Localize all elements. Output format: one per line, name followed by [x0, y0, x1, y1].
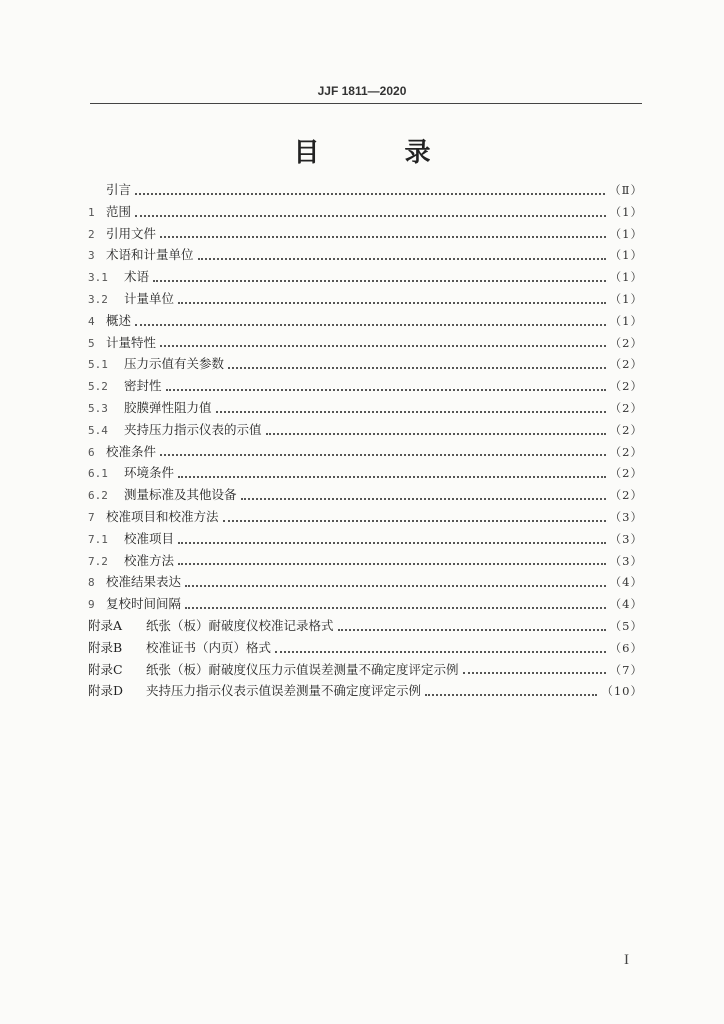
toc-entry-number: 3.1	[88, 271, 108, 285]
toc-entry-page: （2）	[609, 444, 643, 459]
toc-entry-page: （1）	[609, 313, 643, 328]
toc-leader-dots	[135, 215, 606, 217]
toc-entry[interactable]	[88, 681, 643, 703]
toc-entry-number: 5	[88, 336, 95, 350]
toc-leader-dots	[178, 542, 606, 544]
toc-entry-page: （2）	[609, 488, 643, 503]
toc-entry-label: 范围	[106, 203, 132, 219]
toc-leader-dots	[160, 345, 606, 347]
toc-entry-label: 环境条件	[124, 465, 175, 481]
toc-entry[interactable]	[88, 267, 643, 289]
toc-entry-number: 附录D	[88, 683, 124, 699]
toc-entry-label: 夹持压力指示仪表的示值	[124, 421, 262, 437]
toc-entry-label: 术语和计量单位	[106, 247, 194, 263]
toc-entry[interactable]	[88, 245, 643, 267]
toc-entry-page: （2）	[609, 357, 643, 372]
standard-code: JJF 1811—2020	[317, 84, 407, 98]
page-title: 目 录	[293, 138, 469, 168]
toc-entry-number: 5.4	[88, 423, 108, 437]
toc-entry-number: 7.1	[88, 532, 108, 546]
toc-entry[interactable]	[88, 638, 643, 660]
toc-entry-number: 附录B	[88, 639, 123, 655]
toc-entry-label: 校准项目和校准方法	[106, 508, 219, 524]
toc-entry-number: 5.3	[88, 401, 108, 415]
toc-leader-dots	[160, 454, 606, 456]
toc-entry-page: （2）	[609, 335, 643, 350]
toc-entry-label: 术语	[124, 269, 150, 285]
toc-entry-label: 计量单位	[124, 290, 175, 306]
toc-entry-number: 5.1	[88, 358, 108, 372]
toc-leader-dots	[160, 236, 606, 238]
toc-entry-page: （4）	[609, 575, 643, 590]
toc-leader-dots	[153, 280, 606, 282]
toc-entry-label: 压力示值有关参数	[124, 356, 225, 372]
toc-leader-dots	[178, 302, 606, 304]
toc-entry-page: （2）	[609, 466, 643, 481]
toc-entry-number: 3.2	[88, 292, 108, 306]
toc-entry-label: 校准结果表达	[106, 574, 182, 590]
toc-entry-label: 引言	[106, 182, 132, 197]
toc-entry-label: 胶膜弹性阻力值	[124, 399, 212, 415]
header-rule	[90, 103, 642, 104]
toc-leader-dots	[463, 672, 606, 674]
toc-entry-label: 校准项目	[124, 530, 175, 546]
toc-entry-page: （7）	[609, 662, 643, 677]
toc-leader-dots	[166, 389, 606, 391]
toc-entry-page: （2）	[609, 422, 643, 437]
toc-entry-label: 夹持压力指示仪表示值误差测量不确定度评定示例	[146, 683, 422, 699]
toc-entry-page: （3）	[609, 509, 643, 524]
toc-entry[interactable]	[88, 376, 643, 398]
toc-entry[interactable]	[88, 594, 643, 616]
toc-entry-number: 3	[88, 249, 95, 263]
toc-entry-page: （1）	[609, 270, 643, 285]
toc-entry[interactable]	[88, 398, 643, 420]
toc-entry[interactable]	[88, 660, 643, 682]
toc-entry[interactable]	[88, 616, 643, 638]
toc-entry-page: （1）	[609, 226, 643, 241]
toc-entry-number: 2	[88, 227, 95, 241]
toc-entry-page: （1）	[609, 291, 643, 306]
toc-entry[interactable]	[88, 463, 643, 485]
toc-entry-label: 纸张（板）耐破度仪压力示值误差测量不确定度评定示例	[146, 661, 459, 677]
toc-entry[interactable]	[88, 442, 643, 464]
toc-entry-page: （1）	[609, 248, 643, 263]
toc-entry-number: 7	[88, 510, 95, 524]
toc-entry-number: 9	[88, 598, 95, 612]
toc-entry-number: 8	[88, 576, 95, 590]
toc-entry-page: （10）	[601, 684, 643, 699]
toc-entry-label: 校准证书（内页）格式	[146, 639, 272, 655]
toc-entry[interactable]	[88, 420, 643, 442]
toc-entry-number: 6.2	[88, 489, 108, 503]
toc-leader-dots	[223, 520, 606, 522]
toc-entry-label: 引用文件	[106, 225, 157, 241]
toc-leader-dots	[135, 193, 605, 195]
toc-entry[interactable]	[88, 289, 643, 311]
toc-entry-number: 附录A	[88, 617, 123, 633]
toc-entry-page: （3）	[609, 553, 643, 568]
toc-leader-dots	[185, 585, 606, 587]
table-of-contents	[88, 180, 643, 703]
toc-leader-dots	[275, 651, 606, 653]
toc-leader-dots	[178, 563, 606, 565]
toc-entry[interactable]	[88, 507, 643, 529]
toc-entry-page: （4）	[609, 597, 643, 612]
toc-entry-page: （Ⅱ）	[609, 183, 643, 197]
toc-entry[interactable]	[88, 551, 643, 573]
toc-entry[interactable]	[88, 224, 643, 246]
toc-entry-label: 测量标准及其他设备	[124, 487, 237, 503]
toc-entry[interactable]	[88, 333, 643, 355]
toc-entry-number: 6.1	[88, 467, 108, 481]
toc-leader-dots	[425, 694, 597, 696]
toc-entry[interactable]	[88, 529, 643, 551]
page-number: I	[624, 952, 629, 968]
toc-leader-dots	[135, 324, 606, 326]
toc-entry-label: 复校时间间隔	[106, 596, 182, 612]
toc-entry-label: 纸张（板）耐破度仪校准记录格式	[146, 617, 334, 633]
toc-entry-label: 校准条件	[106, 443, 157, 459]
toc-entry[interactable]	[88, 572, 643, 594]
toc-leader-dots	[228, 367, 606, 369]
toc-entry[interactable]	[88, 202, 643, 224]
toc-entry-number: 7.2	[88, 554, 108, 568]
toc-entry[interactable]	[88, 354, 643, 376]
toc-entry-label: 计量特性	[106, 334, 157, 350]
toc-leader-dots	[266, 433, 606, 435]
toc-entry-label: 校准方法	[124, 552, 175, 568]
toc-entry-page: （2）	[609, 379, 643, 394]
toc-entry[interactable]	[88, 485, 643, 507]
toc-leader-dots	[178, 476, 606, 478]
toc-entry-number: 6	[88, 445, 95, 459]
toc-entry-page: （6）	[609, 640, 643, 655]
toc-leader-dots	[338, 629, 606, 631]
toc-entry-number: 5.2	[88, 380, 108, 394]
toc-entry-page: （2）	[609, 400, 643, 415]
toc-entry-number: 4	[88, 314, 95, 328]
toc-leader-dots	[241, 498, 606, 500]
toc-entry[interactable]	[88, 311, 643, 333]
toc-leader-dots	[185, 607, 606, 609]
toc-entry-number: 1	[88, 205, 95, 219]
toc-entry[interactable]	[88, 180, 643, 202]
toc-leader-dots	[216, 411, 606, 413]
toc-entry-page: （5）	[609, 618, 643, 633]
toc-entry-page: （3）	[609, 531, 643, 546]
toc-entry-number: 附录C	[88, 661, 123, 677]
toc-entry-page: （1）	[609, 204, 643, 219]
toc-entry-label: 密封性	[124, 378, 162, 394]
toc-entry-label: 概述	[106, 312, 132, 328]
toc-leader-dots	[198, 258, 606, 260]
